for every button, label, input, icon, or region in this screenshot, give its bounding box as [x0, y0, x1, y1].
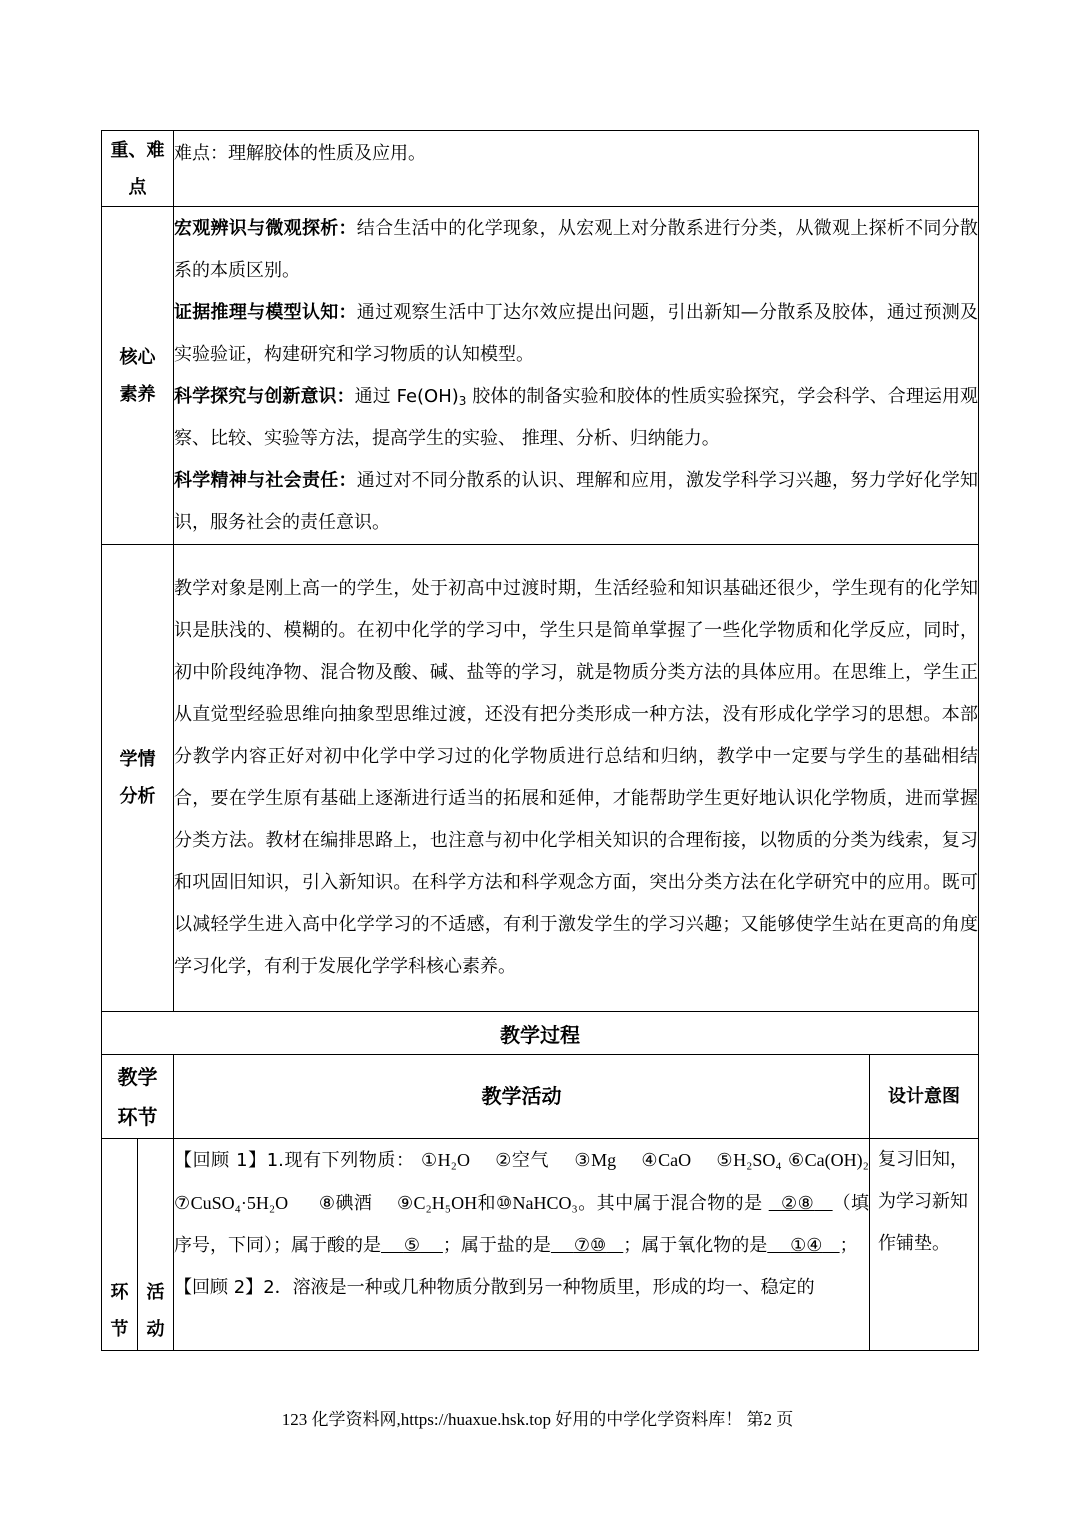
core-item-2 [174, 292, 978, 376]
stage-cell [102, 1139, 138, 1351]
review-q1: 【回顾 1】1.现有下列物质： ①H₂O ②空气 ③Mg ④CaO ⑤H₂SO₄ ⑥Ca(OH)₂ ⑦CuSO₄·5H₂O ⑧碘酒 ⑨C₂H₅OH和⑩NaHCO₃。其中属于混合物的是 ②⑧ （填序号，下同）；属于酸的是 ⑤ ；属于盐的是 ⑦⑩ ；属于氧化物的是 ①④ ； [174, 1150, 870, 1256]
row-review [102, 1139, 979, 1351]
q1-label: 【回顾 1】 [174, 1150, 267, 1171]
core-item-2-body: 通过观察生活中丁达尔效应提出问题，引出新知—分散系及胶体，通过预测及实验验证，构建研究和学习物质的认知模型。 [174, 301, 979, 365]
substance-9: ⑨C₂H₅OH [396, 1193, 478, 1213]
q1-mix-answer [769, 1193, 833, 1214]
row-core-literacy [102, 207, 979, 545]
intent-cell: 复习旧知，为学习新知作铺垫。 [870, 1139, 979, 1351]
row-difficulty [102, 131, 979, 207]
analysis-label [102, 545, 174, 1012]
col-stage-header [102, 1055, 174, 1139]
q1-oxide-answer-text: ①④ [790, 1235, 823, 1256]
q2-text: 2．溶液是一种或几种物质分散到另一种物质里，形成的均一、稳定的 [263, 1277, 815, 1298]
core-item-4-body: 通过对不同分散系的认识、理解和应用，激发学科学习兴趣，努力学好化学知识，服务社会的责任意识。 [174, 469, 979, 533]
review-content [174, 1139, 870, 1351]
row-process-header [102, 1055, 979, 1139]
core-item-3-sub: 3 [458, 393, 467, 408]
col-intent-header: 设计意图 [870, 1055, 979, 1139]
q1-acid-answer-text: ⑤ [403, 1235, 421, 1256]
process-title: 教学过程 [102, 1012, 979, 1055]
row-student-analysis [102, 545, 979, 1012]
core-item-4-heading: 科学精神与社会责任： [174, 469, 357, 491]
core-item-4 [174, 460, 978, 544]
difficulty-text: 难点：理解胶体的性质及应用。 [174, 131, 979, 207]
q1-salt-answer-text: ⑦⑩ [573, 1235, 607, 1256]
substance-5: ⑤H₂SO₄ [716, 1150, 782, 1170]
q1-acid-text: （填序号，下同）；属于酸的是 [174, 1193, 870, 1256]
substance-8: ⑧碘酒 [318, 1193, 373, 1213]
row-process-title [102, 1012, 979, 1055]
difficulty-label-text: 重、难点 [110, 139, 165, 198]
substance-7: ⑦CuSO₄·5H₂O [174, 1193, 289, 1213]
core-label-text: 核心素养 [119, 346, 156, 405]
q1-mix-answer-text: ②⑧ [781, 1193, 815, 1214]
col-activity-header: 教学活动 [174, 1055, 870, 1139]
core-item-3 [174, 376, 978, 460]
core-label [102, 207, 174, 545]
review-q2 [174, 1267, 869, 1309]
substance-6: ⑥Ca(OH)₂ [787, 1150, 869, 1170]
q1-salt-answer [551, 1235, 623, 1256]
q2-label: 【回顾 2】 [174, 1277, 264, 1298]
q1-oxide-text: ；属于氧化物的是 [623, 1235, 768, 1256]
lesson-plan-table [101, 130, 979, 1351]
q1-oxide-answer [767, 1235, 839, 1256]
core-item-3-heading: 科学探究与创新意识： [174, 385, 355, 407]
substance-3: ③Mg [574, 1150, 617, 1170]
core-item-3-body-post: 胶体的制备实验和胶体的性质实验探究，学会科学、合理运用观察、比较、实验等方法，提高学生的实验、 推理、分析、归纳能力。 [174, 385, 979, 449]
core-item-2-heading: 证据推理与模型认知： [174, 301, 357, 323]
core-item-1-body: 结合生活中的化学现象，从宏观上对分散系进行分类，从微观上探析不同分散系的本质区别。 [174, 217, 979, 281]
difficulty-label [102, 131, 174, 207]
analysis-label-text: 学情分析 [119, 749, 156, 807]
substance-1: ①H₂O [420, 1150, 470, 1170]
q1-mix-text: 其中属于混合物的是 [596, 1193, 763, 1214]
core-item-1-heading: 宏观辨识与微观探析： [174, 217, 357, 239]
substance-4: ④CaO [641, 1150, 692, 1170]
substance-10: ⑩NaHCO₃ [495, 1193, 578, 1213]
col-stage-text: 教学环节 [117, 1064, 158, 1129]
activity-type-text: 活动 [146, 1282, 165, 1340]
stage-text: 环节 [110, 1282, 129, 1340]
page-footer: 123 化学资料网,https://huaxue.hsk.top 好用的中学化学资料库！ 第2 页 [281, 1410, 794, 1429]
q1-intro: 1.现有下列物质： [266, 1150, 415, 1171]
analysis-text: 教学对象是刚上高一的学生，处于初高中过渡时期，生活经验和知识基础还很少，学生现有的化学知识是肤浅的、模糊的。在初中化学的学习中，学生只是简单掌握了一些化学物质和化学反应，同时，初中阶段纯净物、混合物及酸、碱、盐等的学习，就是物质分类方法的具体应用。在思维上，学生正从直觉型经验思维向抽象型思维过渡，还没有把分类形成一种方法，没有形成化学学习的思想。本部分教学内容正好对初中化学中学习过的化学物质进行总结和归纳，教学中一定要与学生的基础相结合，要在学生原有基础上逐渐进行适当的拓展和延伸，才能帮助学生更好地认识化学物质，进而掌握分类方法。教材在编排思路上，也注意与初中化学相关知识的合理衔接，以物质的分类为线索，复习和巩固旧知识，引入新知识。在科学方法和科学观念方面，突出分类方法在化学研究中的应用。既可以减轻学生进入高中化学学习的不适感，有利于激发学生的学习兴趣；又能够使学生站在更高的角度学习化学，有利于发展化学学科核心素养。 [174, 545, 979, 1012]
core-text [174, 207, 979, 545]
activity-type-cell [138, 1139, 174, 1351]
substance-2: ②空气 [495, 1150, 550, 1170]
core-item-3-body-pre: 通过 Fe(OH) [354, 385, 459, 407]
q1-salt-text: ；属于盐的是 [442, 1235, 551, 1256]
q1-acid-answer [381, 1235, 443, 1256]
core-item-1 [174, 208, 978, 292]
